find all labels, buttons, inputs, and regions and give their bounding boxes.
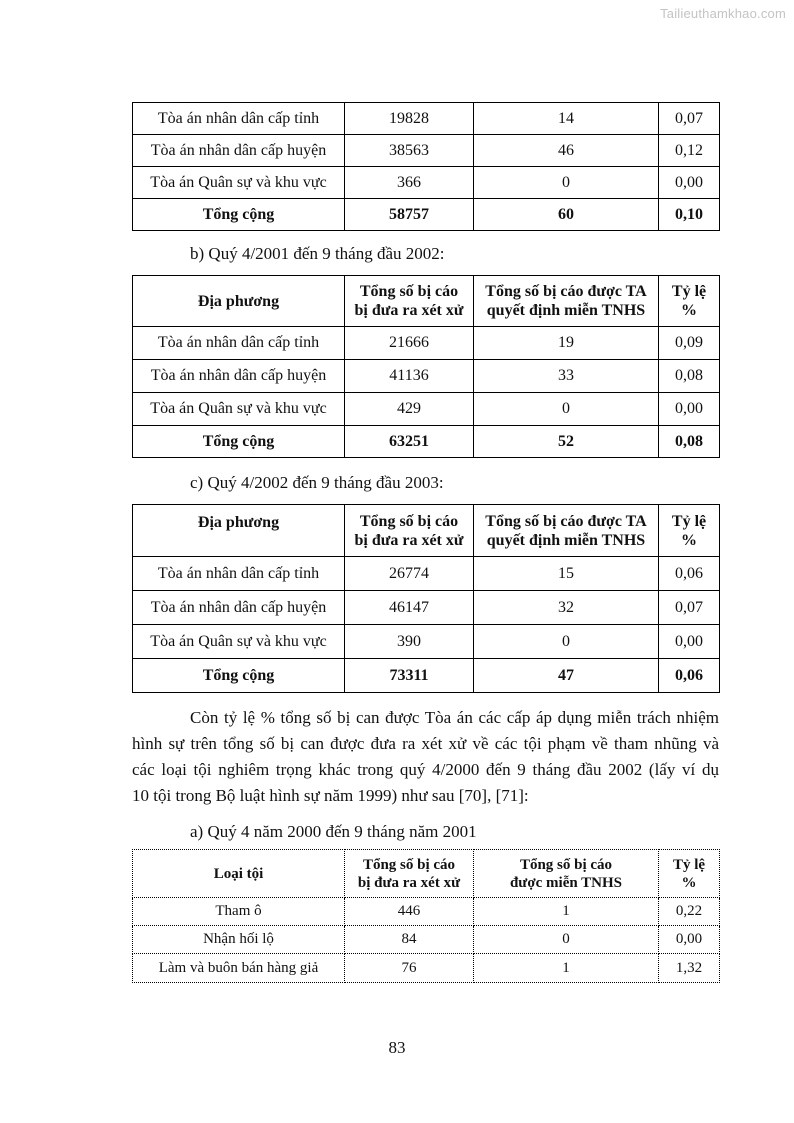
body-paragraph xyxy=(132,705,719,809)
table-row xyxy=(133,393,720,426)
caption-b: b) Quý 4/2001 đến 9 tháng đầu 2002: xyxy=(190,244,445,263)
table-row xyxy=(133,557,720,591)
cell-exempt: 19 xyxy=(474,327,659,360)
table-row xyxy=(133,591,720,625)
cell-total-label: Tổng cộng xyxy=(133,199,345,231)
cell-total: 390 xyxy=(345,625,474,659)
cell-rate: 0,08 xyxy=(659,426,720,458)
cell-court: Tòa án nhân dân cấp huyện xyxy=(133,135,345,167)
table-b xyxy=(132,275,720,458)
cell-court: Tòa án nhân dân cấp tỉnh xyxy=(133,557,345,591)
cell-exempt: 32 xyxy=(474,591,659,625)
table-row xyxy=(133,898,720,926)
cell-court: Tòa án Quân sự và khu vực xyxy=(133,167,345,199)
cell-total: 19828 xyxy=(345,103,474,135)
paragraph-line: 10 tội trong Bộ luật hình sự năm 1999) như sau [70], [71]: xyxy=(132,786,529,805)
header-rate: Tỷ lệ % xyxy=(659,505,720,557)
header-total: Tổng số bị cáo bị đưa ra xét xử xyxy=(345,505,474,557)
cell-court: Tòa án Quân sự và khu vực xyxy=(133,393,345,426)
header-exempt: Tổng số bị cáo được TA quyết định miễn TNHS xyxy=(474,276,659,327)
cell-total-label: Tổng cộng xyxy=(133,659,345,693)
paragraph-line: các loại tội nghiêm trọng khác trong quý 4/2000 đến 9 tháng đầu 2002 (lấy ví dụ xyxy=(132,760,719,779)
cell-total: 63251 xyxy=(345,426,474,458)
cell-exempt: 47 xyxy=(474,659,659,693)
cell-exempt: 1 xyxy=(474,898,659,926)
cell-crime: Tham ô xyxy=(133,898,345,926)
table-d xyxy=(132,849,720,983)
cell-total: 26774 xyxy=(345,557,474,591)
table-header-row xyxy=(133,505,720,557)
header-rate: Tỷ lệ % xyxy=(659,850,720,898)
header-exempt: Tổng số bị cáo được miễn TNHS xyxy=(474,850,659,898)
total-row xyxy=(133,199,720,231)
cell-total: 446 xyxy=(345,898,474,926)
cell-crime: Nhận hối lộ xyxy=(133,926,345,954)
table-row xyxy=(133,103,720,135)
cell-rate: 0,00 xyxy=(659,625,720,659)
cell-court: Tòa án nhân dân cấp tỉnh xyxy=(133,103,345,135)
cell-exempt: 1 xyxy=(474,954,659,983)
cell-exempt: 0 xyxy=(474,167,659,199)
cell-rate: 0,10 xyxy=(659,199,720,231)
table-row xyxy=(133,167,720,199)
cell-exempt: 14 xyxy=(474,103,659,135)
paragraph-line: Còn tỷ lệ % tổng số bị can được Tòa án các cấp áp dụng miễn trách nhiệm xyxy=(190,708,719,727)
table-row xyxy=(133,926,720,954)
cell-rate: 0,06 xyxy=(659,659,720,693)
cell-exempt: 0 xyxy=(474,393,659,426)
cell-court: Tòa án Quân sự và khu vực xyxy=(133,625,345,659)
table-c xyxy=(132,504,720,693)
table-header-row xyxy=(133,850,720,898)
table-row xyxy=(133,954,720,983)
cell-exempt: 0 xyxy=(474,625,659,659)
cell-total: 84 xyxy=(345,926,474,954)
cell-total: 38563 xyxy=(345,135,474,167)
cell-total: 366 xyxy=(345,167,474,199)
cell-exempt: 0 xyxy=(474,926,659,954)
cell-exempt: 46 xyxy=(474,135,659,167)
cell-rate: 0,00 xyxy=(659,393,720,426)
cell-exempt: 52 xyxy=(474,426,659,458)
cell-total: 58757 xyxy=(345,199,474,231)
cell-total: 46147 xyxy=(345,591,474,625)
cell-exempt: 60 xyxy=(474,199,659,231)
cell-rate: 0,07 xyxy=(659,591,720,625)
table-row xyxy=(133,625,720,659)
page-number: 83 xyxy=(388,1038,406,1057)
header-total: Tổng số bị cáo bị đưa ra xét xử xyxy=(345,850,474,898)
table-row xyxy=(133,327,720,360)
paragraph-line: hình sự trên tổng số bị can được đưa ra xét xử về các tội phạm về tham nhũng và xyxy=(132,734,719,753)
cell-crime: Làm và buôn bán hàng giả xyxy=(133,954,345,983)
cell-rate: 1,32 xyxy=(659,954,720,983)
cell-rate: 0,06 xyxy=(659,557,720,591)
header-region: Địa phương xyxy=(133,276,345,327)
cell-court: Tòa án nhân dân cấp huyện xyxy=(133,591,345,625)
cell-court: Tòa án nhân dân cấp huyện xyxy=(133,360,345,393)
header-total: Tổng số bị cáo bị đưa ra xét xử xyxy=(345,276,474,327)
header-rate: Tỷ lệ % xyxy=(659,276,720,327)
cell-total: 41136 xyxy=(345,360,474,393)
caption-c: c) Quý 4/2002 đến 9 tháng đầu 2003: xyxy=(190,473,444,492)
table-header-row xyxy=(133,276,720,327)
cell-rate: 0,22 xyxy=(659,898,720,926)
table-row xyxy=(133,360,720,393)
cell-rate: 0,00 xyxy=(659,167,720,199)
cell-rate: 0,00 xyxy=(659,926,720,954)
cell-exempt: 15 xyxy=(474,557,659,591)
watermark: Tailieuthamkhao.com xyxy=(660,6,786,21)
header-region: Địa phương xyxy=(133,505,345,557)
cell-rate: 0,09 xyxy=(659,327,720,360)
cell-total: 73311 xyxy=(345,659,474,693)
cell-rate: 0,08 xyxy=(659,360,720,393)
cell-rate: 0,07 xyxy=(659,103,720,135)
cell-exempt: 33 xyxy=(474,360,659,393)
header-exempt: Tổng số bị cáo được TA quyết định miễn TNHS xyxy=(474,505,659,557)
table-row xyxy=(133,135,720,167)
caption-d: a) Quý 4 năm 2000 đến 9 tháng năm 2001 xyxy=(190,822,477,841)
cell-rate: 0,12 xyxy=(659,135,720,167)
cell-court: Tòa án nhân dân cấp tỉnh xyxy=(133,327,345,360)
cell-total-label: Tổng cộng xyxy=(133,426,345,458)
cell-total: 429 xyxy=(345,393,474,426)
cell-total: 76 xyxy=(345,954,474,983)
cell-total: 21666 xyxy=(345,327,474,360)
header-crime-type: Loại tội xyxy=(133,850,345,898)
total-row xyxy=(133,426,720,458)
table-a xyxy=(132,102,720,231)
total-row xyxy=(133,659,720,693)
